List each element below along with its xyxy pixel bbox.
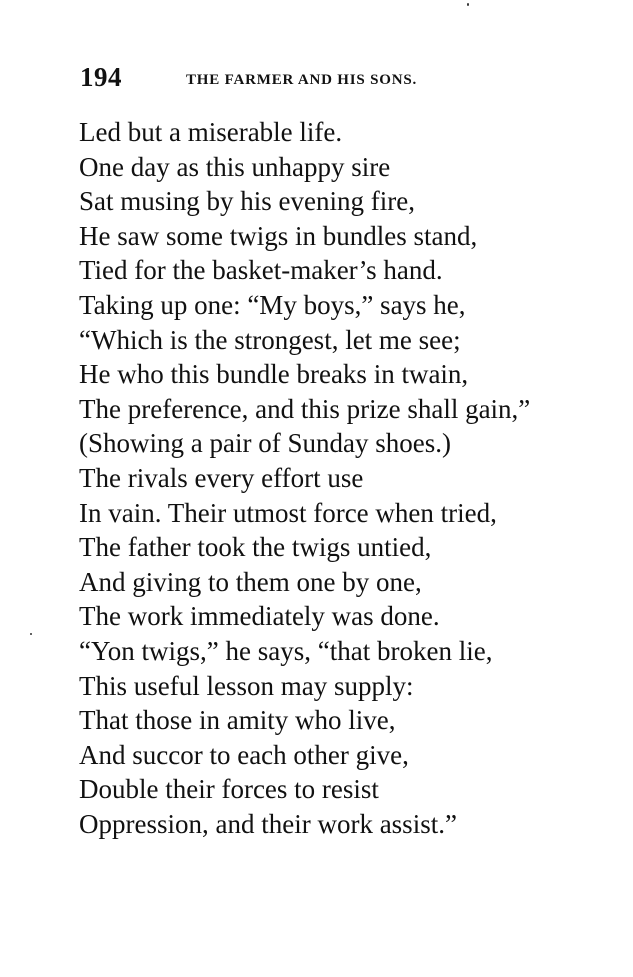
poem-line: “Yon twigs,” he says, “that broken lie, — [79, 635, 493, 666]
poem-line: And succor to each other give, — [79, 739, 409, 770]
poem-line: That those in amity who live, — [79, 705, 396, 736]
page-number: 194 — [80, 62, 122, 92]
poem-line: The father took the twigs untied, — [79, 532, 432, 563]
poem-line: “Which is the strongest, let me see; — [79, 324, 461, 355]
poem-line: He saw some twigs in bundles stand, — [79, 220, 478, 251]
poem-line: The rivals every effort use — [79, 462, 364, 493]
poem-line: He who this bundle breaks in twain, — [79, 359, 469, 390]
running-title: THE FARMER AND HIS SONS. — [186, 72, 418, 88]
poem-line: In vain. Their utmost force when tried, — [79, 497, 497, 528]
poem-line: This useful lesson may supply: — [79, 670, 414, 701]
poem-line: Double their forces to resist — [79, 774, 379, 805]
poem-line: The preference, and this prize shall gain,” — [79, 393, 531, 424]
scan-speck — [467, 3, 469, 6]
poem-line: Tied for the basket-maker’s hand. — [79, 255, 443, 286]
poem-line: Led but a miserable life. — [79, 117, 343, 147]
scan-speck — [30, 633, 32, 635]
poem-text — [79, 115, 619, 841]
poem-line: Sat musing by his evening fire, — [79, 186, 415, 217]
poem-line: The work immediately was done. — [79, 601, 440, 632]
page-header — [80, 62, 500, 98]
poem-line: And giving to them one by one, — [79, 566, 422, 597]
poem-line: One day as this unhappy sire — [79, 151, 391, 182]
poem-line: (Showing a pair of Sunday shoes.) — [79, 428, 451, 459]
poem-line: Oppression, and their work assist.” — [79, 808, 457, 839]
poem-line: Taking up one: “My boys,” says he, — [79, 289, 466, 320]
